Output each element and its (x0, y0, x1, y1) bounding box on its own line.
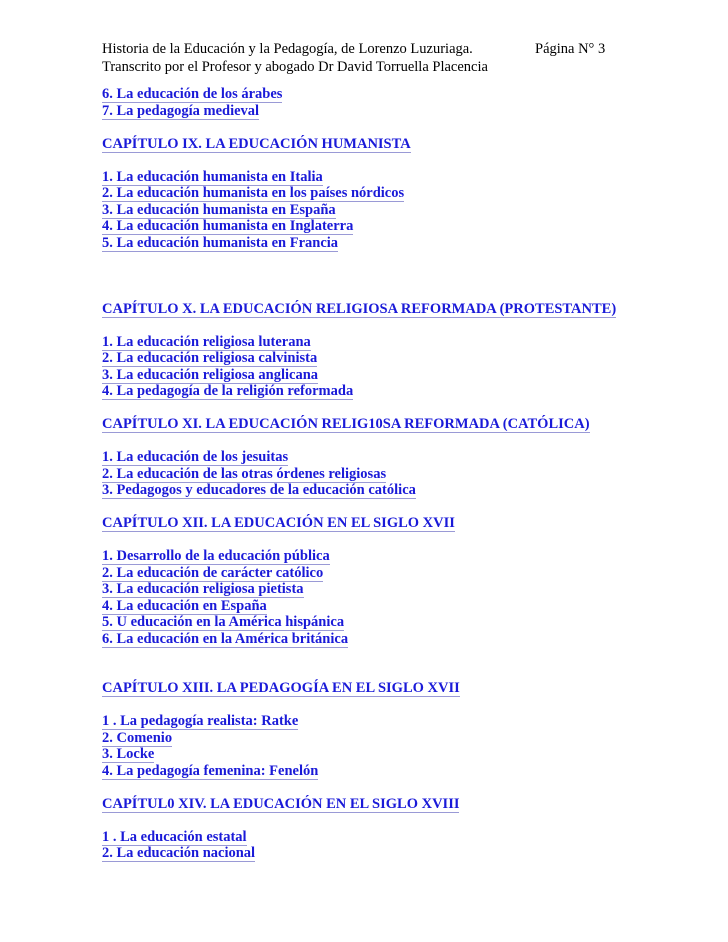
section-link[interactable]: 2. La educación de las otras órdenes religiosas (102, 465, 387, 482)
spacer (102, 432, 662, 449)
spacer (102, 283, 662, 300)
spacer (102, 646, 662, 679)
chapter-heading-row (102, 514, 662, 531)
section-link[interactable]: 1. La educación de los jesuitas (102, 449, 289, 465)
section-link[interactable]: 6. La educación de los árabes (102, 86, 283, 102)
spacer (102, 316, 662, 333)
toc-item-row (102, 745, 662, 762)
toc-item-row (102, 168, 662, 185)
toc-item-row (102, 382, 662, 399)
toc-item-row (102, 366, 662, 383)
section-link[interactable]: 2. Comenio (102, 729, 173, 746)
toc-item-row (102, 349, 662, 366)
section-link[interactable]: 2. La educación de carácter católico (102, 564, 324, 581)
spacer (102, 531, 662, 548)
spacer (102, 118, 662, 135)
toc-item-row (102, 547, 662, 564)
section-link[interactable]: 2. La educación religiosa calvinista (102, 350, 318, 366)
section-link[interactable]: 4. La educación humanista en Inglaterra (102, 218, 354, 234)
toc-item-row (102, 481, 662, 498)
section-link[interactable]: 1. La educación religiosa luterana (102, 333, 311, 350)
chapter-link[interactable]: CAPÍTULO XIII. LA PEDAGOGÍA EN EL SIGLO XVII (102, 680, 460, 696)
page-header (102, 40, 622, 76)
chapter-heading-row (102, 679, 662, 696)
toc-item-row (102, 333, 662, 350)
toc-item-row (102, 234, 662, 251)
section-link[interactable]: 6. La educación en la América británica (102, 630, 349, 647)
toc-item-row (102, 184, 662, 201)
section-link[interactable]: 2. La educación humanista en los países nórdicos (102, 185, 405, 201)
spacer (102, 696, 662, 713)
toc-item-row (102, 729, 662, 746)
toc-item-row (102, 564, 662, 581)
chapter-heading-row (102, 795, 662, 812)
section-link[interactable]: 7. La pedagogía medieval (102, 102, 260, 119)
toc-item-row (102, 85, 662, 102)
toc-item-row (102, 448, 662, 465)
section-link[interactable]: 5. La educación humanista en Francia (102, 234, 339, 251)
header-row-2 (102, 58, 622, 76)
chapter-link[interactable]: CAPÍTULO IX. LA EDUCACIÓN HUMANISTA (102, 135, 411, 152)
spacer (102, 811, 662, 828)
toc-item-row (102, 712, 662, 729)
toc-item-row (102, 102, 662, 119)
header-row-1 (102, 40, 622, 58)
table-of-contents (102, 85, 662, 861)
toc-item-row (102, 630, 662, 647)
section-link[interactable]: 3. La educación religiosa anglicana (102, 366, 319, 383)
chapter-heading-row (102, 415, 662, 432)
spacer (102, 250, 662, 283)
spacer (102, 399, 662, 416)
section-link[interactable]: 3. Pedagogos y educadores de la educación católica (102, 482, 416, 498)
section-link[interactable]: 3. La educación religiosa pietista (102, 581, 304, 597)
toc-item-row (102, 844, 662, 861)
section-link[interactable]: 1. Desarrollo de la educación pública (102, 548, 330, 564)
spacer (102, 778, 662, 795)
header-transcriber: Transcrito por el Profesor y abogado Dr David Torruella Placencia (102, 59, 488, 75)
toc-item-row (102, 828, 662, 845)
section-link[interactable]: 4. La educación en España (102, 597, 267, 614)
chapter-link[interactable]: CAPÍTULO XII. LA EDUCACIÓN EN EL SIGLO XVII (102, 515, 455, 531)
toc-item-row (102, 580, 662, 597)
section-link[interactable]: 3. Locke (102, 746, 155, 762)
chapter-link[interactable]: CAPÍTULO X. LA EDUCACIÓN RELIGIOSA REFORMADA (PROTESTANTE) (102, 300, 617, 317)
toc-item-row (102, 762, 662, 779)
spacer (102, 151, 662, 168)
chapter-heading-row (102, 300, 662, 317)
toc-item-row (102, 613, 662, 630)
section-link[interactable]: 5. U educación en la América hispánica (102, 614, 345, 630)
toc-item-row (102, 465, 662, 482)
section-link[interactable]: 4. La pedagogía femenina: Fenelón (102, 762, 319, 779)
toc-item-row (102, 597, 662, 614)
section-link[interactable]: 1 . La pedagogía realista: Ratke (102, 713, 299, 729)
chapter-heading-row (102, 135, 662, 152)
section-link[interactable]: 1. La educación humanista en Italia (102, 168, 323, 185)
section-link[interactable]: 1 . La educación estatal (102, 828, 247, 845)
section-link[interactable]: 3. La educación humanista en España (102, 201, 336, 218)
spacer (102, 498, 662, 515)
section-link[interactable]: 2. La educación nacional (102, 845, 256, 861)
toc-item-row (102, 217, 662, 234)
header-title: Historia de la Educación y la Pedagogía, de Lorenzo Luzuriaga. (102, 41, 473, 57)
section-link[interactable]: 4. La pedagogía de la religión reformada (102, 383, 354, 399)
toc-item-row (102, 201, 662, 218)
page-number: Página N° 3 (535, 41, 606, 57)
chapter-link[interactable]: CAPÍTUL0 XIV. LA EDUCACIÓN EN EL SIGLO XVIII (102, 795, 460, 812)
chapter-link[interactable]: CAPÍTULO XI. LA EDUCACIÓN RELIG10SA REFORMADA (CATÓLICA) (102, 416, 590, 432)
